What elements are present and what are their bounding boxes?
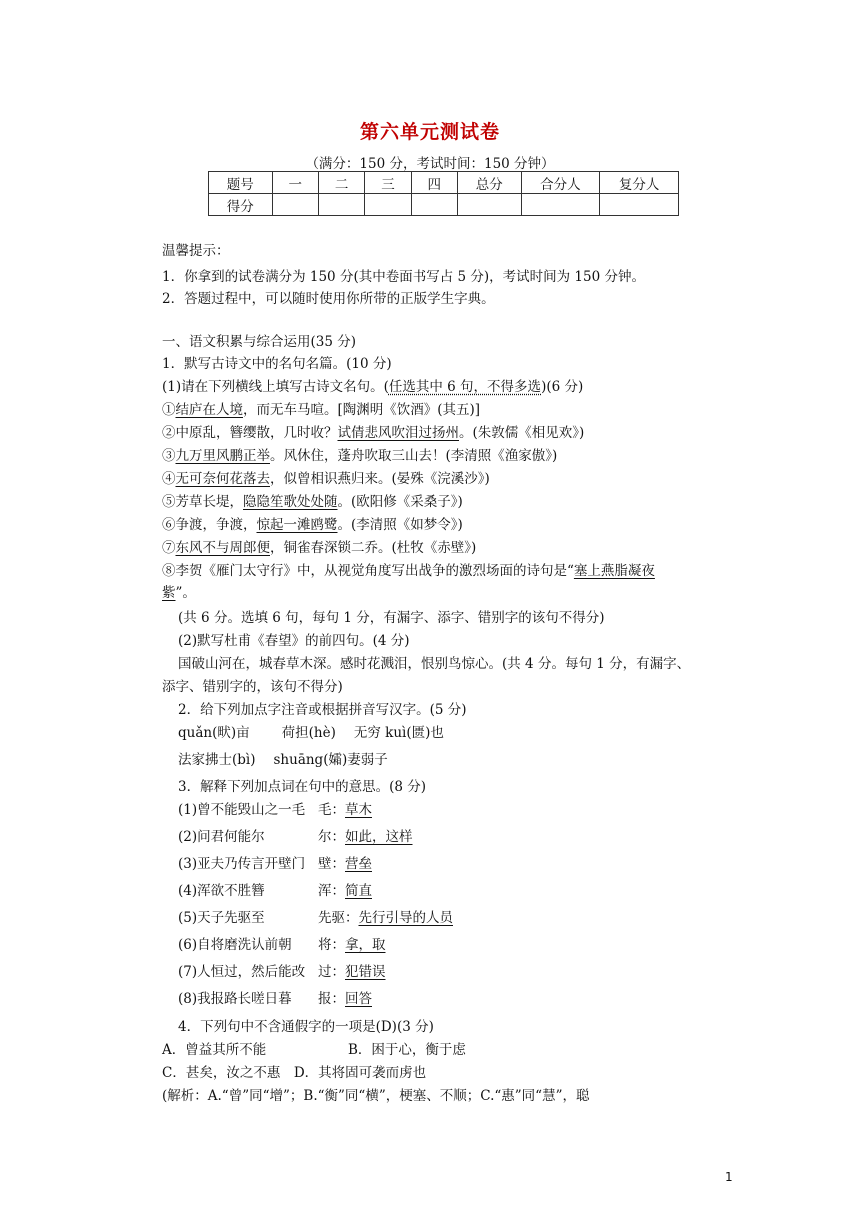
page-number: 1 [725,1170,733,1184]
pinyin-item: 无穷 kuì(匮)也 [353,725,444,741]
explain-question: (8)我报路长嗟日暮 [178,991,292,1007]
text: ，似曾相识燕归来。(晏殊《浣溪沙》) [270,471,490,487]
answer-line [162,561,655,581]
text: 。风休住，蓬舟吹取三山去！(李清照《渔家傲》) [270,448,558,464]
table-cell: 总分 [457,172,521,194]
text: ，铜雀春深锁二乔。(杜牧《赤壁》) [270,540,477,556]
answer: 隐隐笙歌处处随 [243,494,338,510]
emphasized-text: 任选其中 6 句，不得多选 [388,379,542,395]
table-cell [521,194,600,216]
explain-key: 尔： [318,829,345,845]
answer-line [162,492,463,512]
answer-line [162,400,480,420]
text: ”。 [175,585,196,601]
section-heading: 一、语文积累与综合运用(35 分) [162,334,357,350]
answer-line [162,423,584,443]
explain-key: 毛： [318,802,345,818]
explain-answer: 如此，这样 [345,829,413,845]
pinyin-item: shuāng(孀)妻弱子 [273,752,388,768]
answer-text: 添字、错别字的，该句不得分) [162,679,343,695]
pinyin-row [162,750,388,770]
explain-answer: 拿，取 [345,937,386,953]
explain-question: (7)人恒过，然后能改 [178,964,306,980]
explain-key: 浑： [318,883,345,899]
explain-row [162,935,386,955]
answer: 东风不与周郎便 [175,540,270,556]
answer: 无可奈何花落去 [175,471,270,487]
page-title: 第六单元测试卷 [359,121,500,143]
answer-line [162,446,557,466]
explain-answer: 犯错误 [345,964,386,980]
explain-row [162,962,386,982]
text: ⑧李贺《雁门太守行》中，从视觉角度写出战争的激烈场面的诗句是“ [162,563,574,579]
explain-answer: 草木 [345,802,372,818]
answer-text: 国破山河在，城春草木深。感时花溅泪，恨别鸟惊心。(共 4 分。每句 1 分，有漏字、 [178,656,691,672]
score-header-row [209,172,679,194]
question-1-part-2: (2)默写杜甫《春望》的前四句。(4 分) [178,633,410,649]
text: ⑦ [162,540,176,556]
explain-key: 壁： [318,856,345,872]
text: ②中原乱，簪缨散，几时收？ [162,425,338,441]
scoring-note: (共 6 分。选填 6 句，每句 1 分，有漏字、添字、错别字的该句不得分) [178,610,605,626]
choice-row [162,1040,466,1060]
answer: 试倩悲风吹泪过扬州 [337,425,459,441]
answer: 惊起一滩鸥鹭 [256,517,338,533]
table-cell [457,194,521,216]
text: ⑤芳草长堤， [162,494,243,510]
question-4-heading: 4．下列句中不含通假字的一项是(D)(3 分) [178,1019,434,1035]
explain-key: 报： [318,991,345,1007]
explain-key: 先驱： [318,910,359,926]
table-cell [365,194,411,216]
explain-question: (3)亚夫乃传言开壁门 [178,856,306,872]
text: 。(李清照《如梦令》) [337,517,463,533]
text: )(6 分) [541,379,584,395]
explain-question: (1)曾不能毁山之一毛 [178,802,306,818]
explain-answer: 营垒 [345,856,372,872]
explain-row [162,989,372,1009]
table-cell: 一 [272,172,318,194]
pinyin-item: 荷担(hè) [281,725,336,741]
explain-question: (5)天子先驱至 [178,910,265,926]
explain-question: (4)浑欲不胜簪 [178,883,265,899]
table-cell: 复分人 [600,172,679,194]
question-1-heading: 1．默写古诗文中的名句名篇。(10 分) [162,356,392,372]
answer-line [162,515,463,535]
explain-question: (6)自将磨洗认前朝 [178,937,292,953]
text: 。(朱敦儒《相见欢》) [459,425,585,441]
explain-key: 将： [318,937,345,953]
pinyin-item: 法家拂士(bì) [178,752,256,768]
answer: 塞上燕脂凝夜 [573,563,655,579]
tip-1: 1．你拿到的试卷满分为 150 分(其中卷面书写占 5 分)，考试时间为 150 分钟。 [162,269,645,285]
table-cell [411,194,457,216]
pinyin-row [162,723,444,743]
analysis-text: (解析：A.“曾”同“增”；B.“衡”同“横”，梗塞、不顺；C.“惠”同“慧”，聪 [162,1088,590,1104]
answer: 紫 [162,585,176,601]
table-cell [318,194,364,216]
choice-a: A．曾益其所不能 [162,1042,267,1058]
answer-line [162,469,490,489]
explain-key: 过： [318,964,345,980]
table-cell [600,194,679,216]
text: ，而无车马喧。[陶渊明《饮酒》(其五)] [243,402,481,418]
table-cell: 二 [318,172,364,194]
table-cell: 三 [365,172,411,194]
explain-answer: 先行引导的人员 [358,910,453,926]
text: ① [162,402,176,418]
table-cell: 合分人 [521,172,600,194]
choice-row: C．甚矣，汝之不惠 D．其将固可袭而虏也 [162,1065,427,1081]
table-cell: 得分 [209,194,273,216]
explain-answer: 简直 [345,883,372,899]
question-2-heading: 2．给下列加点字注音或根据拼音写汉字。(5 分) [178,702,467,718]
table-cell [272,194,318,216]
text: ③ [162,448,176,464]
explain-question: (2)问君何能尔 [178,829,265,845]
table-cell: 题号 [209,172,273,194]
explain-answer: 回答 [345,991,372,1007]
explain-row [162,881,372,901]
text: ⑥争渡，争渡， [162,517,257,533]
explain-row [162,800,372,820]
explain-row [162,854,372,874]
table-cell: 四 [411,172,457,194]
pinyin-item: quǎn(畎)亩 [178,725,250,741]
explain-row [162,908,453,928]
answer-line-continued [162,583,196,603]
answer: 九万里风鹏正举 [175,448,270,464]
tip-2: 2．答题过程中，可以随时使用你所带的正版学生字典。 [162,291,495,307]
text: 。(欧阳修《采桑子》) [337,494,463,510]
text: ④ [162,471,176,487]
exam-info: （满分：150 分，考试时间：150 分钟） [305,156,555,172]
tips-heading: 温馨提示： [162,243,230,259]
score-table [208,171,679,216]
answer: 结庐在人境 [175,402,243,418]
choice-b: B．困于心，衡于虑 [348,1042,466,1058]
answer-line [162,538,476,558]
explain-row [162,827,413,847]
question-1-part-1 [162,377,583,397]
text: (1)请在下列横线上填写古诗文名句。( [162,379,389,395]
question-3-heading: 3．解释下列加点词在句中的意思。(8 分) [178,779,427,795]
score-value-row [209,194,679,216]
